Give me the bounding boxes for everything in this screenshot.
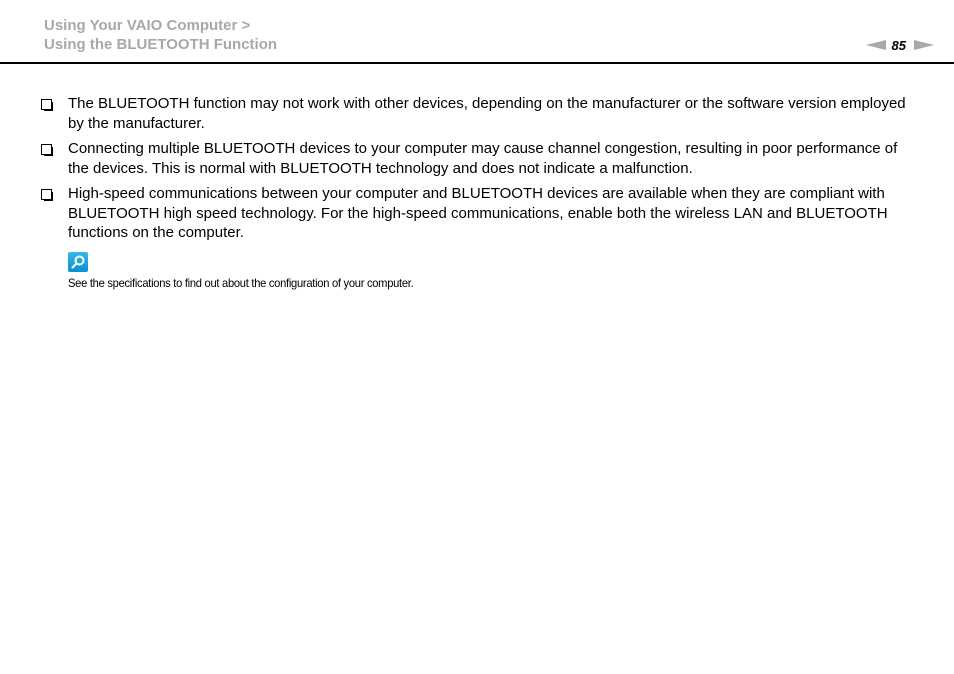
list-item	[40, 139, 920, 178]
breadcrumb-chapter[interactable]: Using Your VAIO Computer >	[44, 17, 251, 34]
list-item-text: High-speed communications between your computer and BLUETOOTH devices are available when they are compliant with BLUETOOTH high speed technology. For the high-speed communications, enable both the wireless LAN and BLUETOOTH functions on the computer.	[68, 185, 888, 241]
previous-page-arrow-icon[interactable]	[866, 40, 886, 50]
checkbox-bullet-icon	[41, 144, 52, 155]
list-item	[40, 184, 920, 243]
page-navigation	[866, 37, 934, 53]
checkbox-bullet-icon	[41, 99, 52, 110]
magnifier-icon	[68, 252, 88, 272]
list-item-text: The BLUETOOTH function may not work with other devices, depending on the manufacturer or the software version employed by the manufacturer.	[68, 95, 906, 132]
list-item-text: Connecting multiple BLUETOOTH devices to your computer may cause channel congestion, resulting in poor performance of the devices. This is normal with BLUETOOTH technology and does not indicate a malfunction.	[68, 140, 898, 177]
checkbox-bullet-icon	[41, 189, 52, 200]
main-content	[40, 94, 920, 249]
bullet-list	[40, 94, 920, 243]
note-text: See the specifications to find out about the configuration of your computer.	[68, 276, 414, 290]
breadcrumb-section[interactable]: Using the BLUETOOTH Function	[44, 36, 278, 53]
page-number: 85	[891, 37, 906, 53]
header-divider	[0, 62, 954, 64]
list-item	[40, 94, 920, 133]
page-header	[0, 0, 954, 64]
next-page-arrow-icon[interactable]	[914, 40, 934, 50]
note-block	[68, 252, 439, 290]
breadcrumb	[44, 16, 277, 54]
